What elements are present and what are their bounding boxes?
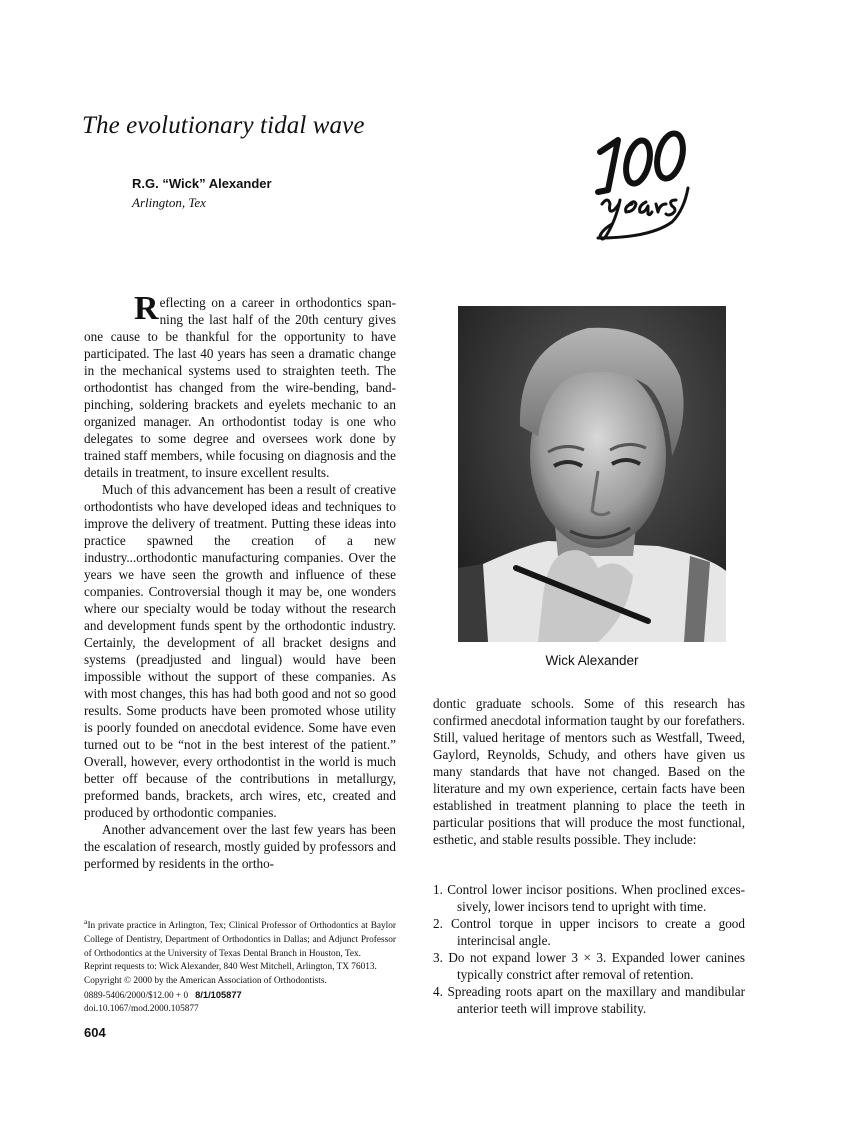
- doi: doi.10.1067/mod.2000.105877: [84, 1004, 199, 1015]
- 100-years-logo-icon: [588, 118, 703, 243]
- list-item: 4. Spreading roots apart on the maxillary and mandibular anterior teeth will improve stability.: [433, 984, 745, 1016]
- author-name-text: R.G. “Wick” Alexander: [132, 176, 272, 191]
- list-item: 3. Do not expand lower 3 × 3. Expanded lower canines typically constrict after removal of retention.: [433, 950, 745, 982]
- footnote-mark: a: [84, 917, 88, 926]
- author-affiliation: Arlington, Tex: [132, 195, 206, 210]
- recommendations-list: [433, 881, 745, 1017]
- author-portrait-photo: [458, 306, 726, 642]
- list-item: 1. Control lower incisor positions. When proclined excessively, lower incisors tend to upright with time.: [433, 882, 745, 914]
- figure-caption: Wick Alexander: [545, 653, 639, 668]
- affiliation-footnote-text: In private practice in Arlington, Tex; Clinical Professor of Orthodontics at Baylor College of Dentistry, Department of Orthodontics in Dallas; and Adjunct Professor of Orthodontics at the University of Texas Dental Branch in Houston, Tex.: [84, 921, 396, 959]
- article-code: 8/1/105877: [195, 989, 242, 1000]
- affiliation-footnote: [84, 915, 396, 961]
- body-paragraph: dontic graduate schools. Some of this research has confirmed anecdotal information taught by our forefathers. Still, valued heritage of mentors such as Westfall, Tweed, Gaylord, Reynolds, Schudy, and others have given us many standards that have not changed. Based on the literature and my own experience, certain facts have been established in treatment planning to place the teeth in particular positions that will produce the most functional, esthetic, and stable results possible. They include:: [433, 696, 745, 847]
- body-column-left: [84, 290, 396, 872]
- copyright-notice: Copyright © 2000 by the American Association of Orthodontists.: [84, 975, 327, 986]
- paragraph-text: eflecting on a career in orthodontics spanning the last half of the 20th century gives one cause to be thankful for the opportunity to have participated. The last 40 years has seen a dramatic change in the mechanical systems used to straighten teeth. The orthodontist has changed from the wire-bending, band-pinching, soldering brackets and eyelets mechanic to an organized manager. An orthodontist today is one who delegates to some degree and oversees work done by trained staff members, while focusing on diagnosis and the details in treatment, to insure excellent results.: [84, 295, 396, 480]
- issn-line: [84, 989, 396, 1004]
- body-paragraph: [84, 290, 396, 481]
- footnotes: [84, 915, 396, 1017]
- issn: 0889-5406/2000/$12.00 + 0: [84, 990, 189, 1001]
- body-column-right: [433, 695, 745, 848]
- body-paragraph: Much of this advancement has been a result of creative orthodontists who have developed ideas and techniques to improve the delivery of treatment. Putting these ideas into practice spawned the creation of a new industry...orthodontic manufacturing companies. Over the years we have seen the growth and influence of these companies. Controversial though it may be, one wonders where our specialty would be today without the research and development funds spent by the orthodontic industry. Certainly, the development of all bracket designs and systems (preadjusted and lingual) would have been impossible without the support of these companies. As with most changes, this has had both good and not so good results. Some products have been promoted whose utility is poorly founded on anecdotal evidence. Some have even turned out to be “not in the best interest of the patient.” Overall, however, every orthodontist in the world is much better off because of the contributions in metallurgy, preformed bands, brackets, arch wires, etc, created and produced by orthodontic companies.: [84, 482, 396, 820]
- article-title: The evolutionary tidal wave: [82, 112, 365, 139]
- page-number: 604: [84, 1025, 106, 1040]
- author-name: [132, 176, 272, 191]
- body-paragraph: Another advancement over the last few years has been the escalation of research, mostly guided by professors and performed by residents in the ortho-: [84, 822, 396, 871]
- list-item: 2. Control torque in upper incisors to create a good interincisal angle.: [433, 916, 745, 948]
- reprint-requests: Reprint requests to: Wick Alexander, 840 West Mitchell, Arlington, TX 76013.: [84, 962, 377, 973]
- drop-cap: R: [134, 290, 159, 327]
